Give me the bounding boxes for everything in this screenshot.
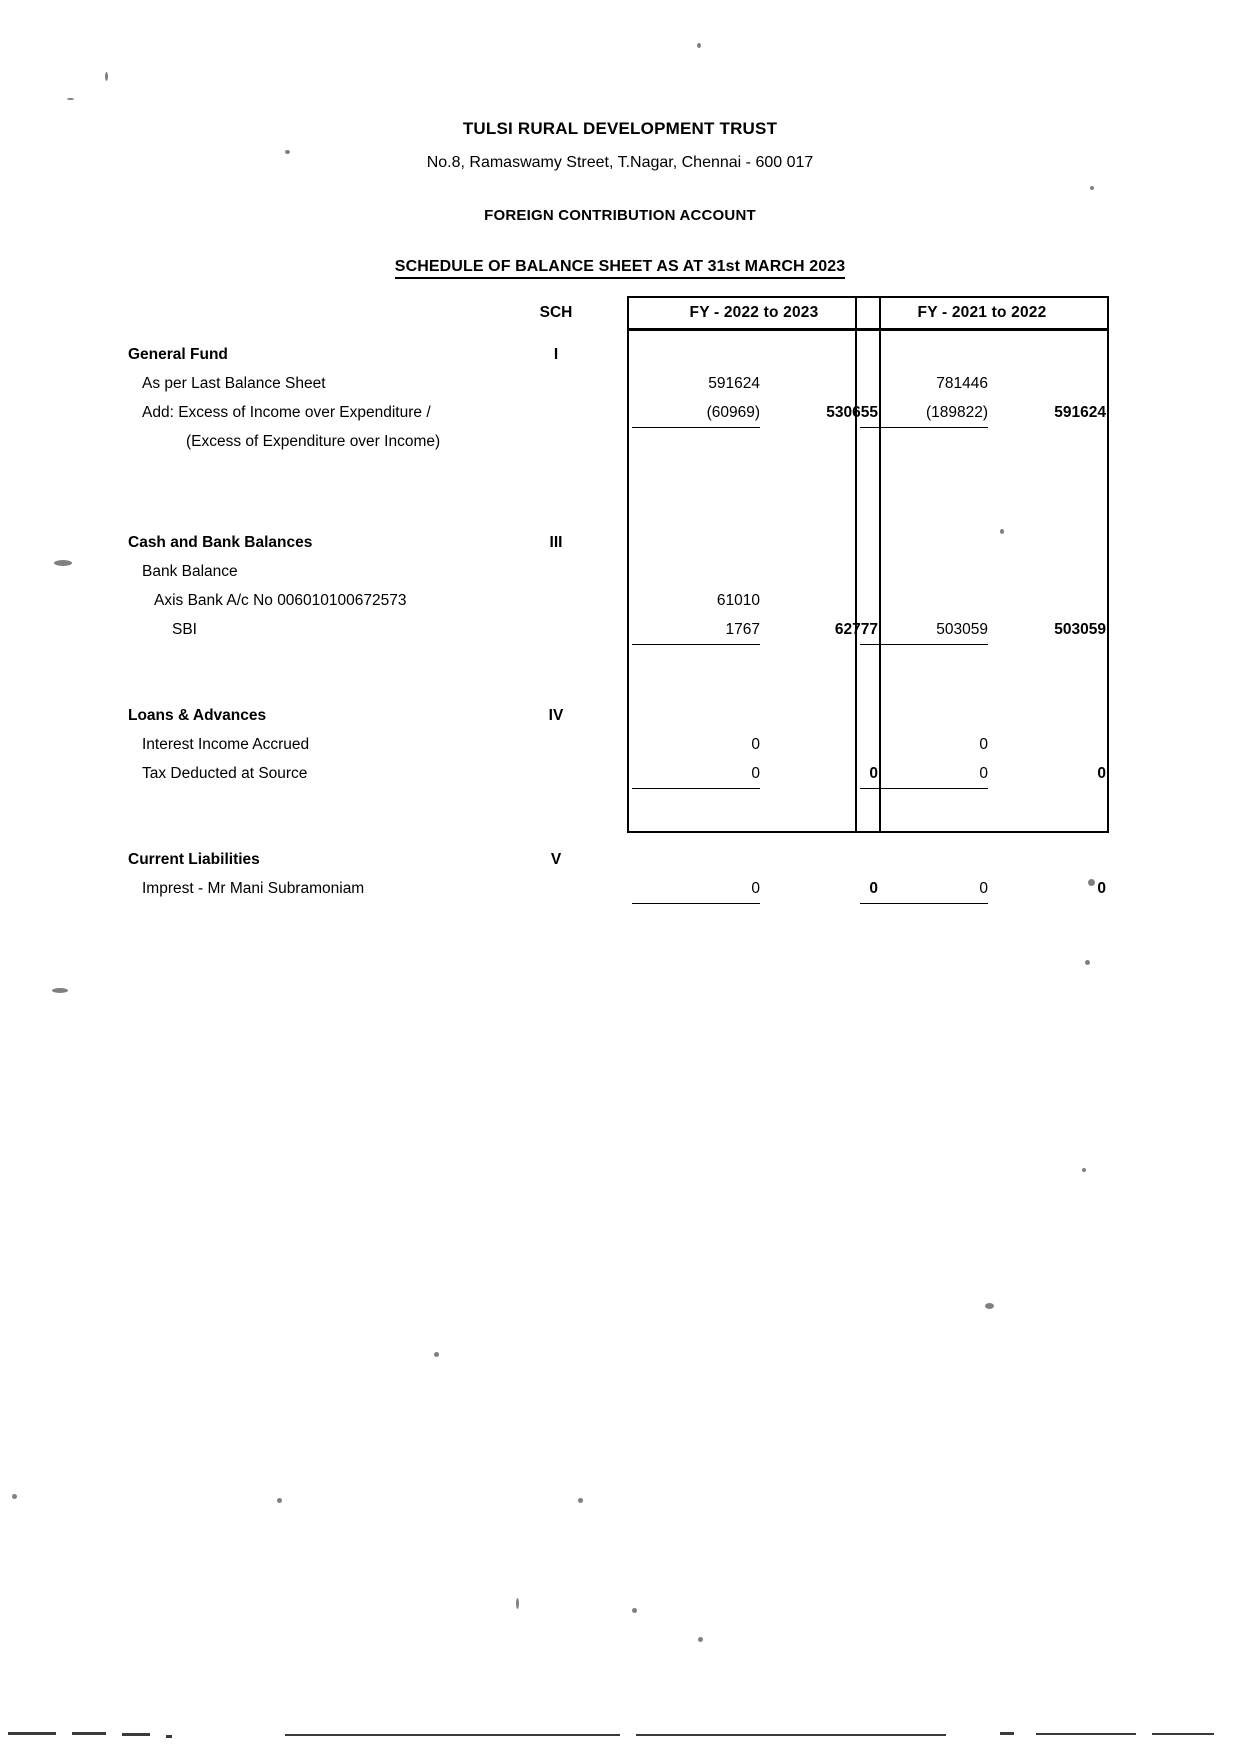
row-label: Imprest - Mr Mani Subramoniam	[142, 880, 365, 897]
account-type-heading: FOREIGN CONTRIBUTION ACCOUNT	[484, 207, 756, 224]
row-label: As per Last Balance Sheet	[142, 375, 326, 392]
row-label: Interest Income Accrued	[142, 736, 310, 753]
section-heading-row	[128, 340, 1158, 369]
row-amount-current-total: 0	[869, 880, 878, 897]
section-sch-loans-and-advances: IV	[548, 707, 564, 724]
row-amount-previous-sub: (189822)	[860, 398, 988, 428]
row-amount-current-sub: 0	[751, 736, 760, 753]
row-amount-previous-total: 0	[1097, 880, 1106, 897]
organization-name: TULSI RURAL DEVELOPMENT TRUST	[462, 119, 778, 138]
section-heading-cash-and-bank-balances: Cash and Bank Balances	[128, 534, 313, 551]
row-amount-current-total: 62777	[834, 621, 878, 638]
scan-edge-marks	[0, 1724, 1240, 1744]
row-label: (Excess of Expenditure over Income)	[186, 433, 441, 450]
row-label: Bank Balance	[142, 563, 238, 580]
row-amount-current-sub: 61010	[716, 592, 760, 609]
row-amount-previous-total: 591624	[1054, 404, 1106, 421]
table-row	[128, 874, 1158, 903]
scan-speckle	[1082, 1168, 1086, 1172]
section-sch-general-fund: I	[553, 346, 559, 363]
row-amount-current-total: 530655	[826, 404, 878, 421]
section-sch-cash-and-bank-balances: III	[549, 534, 563, 551]
scan-speckle	[698, 1637, 703, 1642]
table-row	[128, 369, 1158, 398]
scan-speckle	[52, 988, 68, 993]
table-row	[128, 759, 1158, 788]
scan-speckle	[277, 1498, 282, 1503]
column-header-previous: FY - 2021 to 2022	[917, 304, 1047, 321]
scan-speckle	[697, 43, 701, 48]
row-amount-previous-total: 503059	[1054, 621, 1106, 638]
section-heading-loans-and-advances: Loans & Advances	[128, 707, 267, 724]
row-amount-current-total: 0	[869, 765, 878, 782]
column-header-current: FY - 2022 to 2023	[689, 304, 819, 321]
section-heading-row	[128, 701, 1158, 730]
row-amount-current-sub: 0	[632, 874, 760, 904]
scan-speckle	[578, 1498, 583, 1503]
row-label: SBI	[172, 621, 197, 638]
sch-column-header: SCH	[539, 304, 573, 321]
table-row	[128, 398, 1158, 427]
scan-speckle	[54, 560, 72, 566]
scan-speckle	[516, 1598, 519, 1609]
row-amount-current-sub: 0	[632, 759, 760, 789]
row-amount-current-sub: 591624	[708, 375, 760, 392]
column-header-box-previous	[855, 296, 1109, 330]
section-sch-current-liabilities: V	[550, 851, 562, 868]
row-label: Axis Bank A/c No 006010100672573	[154, 592, 407, 609]
scan-speckle	[1000, 529, 1004, 534]
row-label: Add: Excess of Income over Expenditure /	[142, 404, 431, 421]
schedule-title	[0, 258, 1240, 276]
scan-speckle	[12, 1494, 17, 1499]
scan-speckle	[1090, 186, 1094, 190]
scan-speckle	[67, 98, 74, 100]
schedule-title-text: SCHEDULE OF BALANCE SHEET AS AT 31st MARCH 2023	[395, 258, 845, 279]
table-row	[128, 730, 1158, 759]
row-amount-previous-sub: 503059	[860, 615, 988, 645]
scan-speckle	[1088, 879, 1095, 886]
table-row	[128, 557, 1158, 586]
table-row	[128, 427, 1158, 456]
column-header-box-current	[627, 296, 881, 330]
scan-speckle	[985, 1303, 994, 1309]
table-row	[128, 586, 1158, 615]
scan-speckle	[105, 72, 108, 81]
row-amount-previous-total: 0	[1097, 765, 1106, 782]
scan-speckle	[1085, 960, 1090, 965]
row-amount-current-sub: 1767	[632, 615, 760, 645]
row-amount-previous-sub: 0	[860, 874, 988, 904]
schedule-table	[128, 296, 1158, 903]
section-heading-row	[128, 845, 1158, 874]
section-heading-current-liabilities: Current Liabilities	[128, 851, 260, 868]
table-row	[128, 615, 1158, 644]
row-amount-previous-sub: 0	[860, 759, 988, 789]
scan-speckle	[285, 150, 290, 154]
section-heading-general-fund: General Fund	[128, 346, 228, 363]
scan-speckle	[434, 1352, 439, 1357]
row-amount-previous-sub: 0	[979, 736, 988, 753]
organization-address: No.8, Ramaswamy Street, T.Nagar, Chennai - 600 017	[426, 154, 814, 171]
row-amount-current-sub: (60969)	[632, 398, 760, 428]
document-header	[0, 118, 1240, 276]
scan-speckle	[632, 1608, 637, 1613]
row-label: Tax Deducted at Source	[142, 765, 308, 782]
row-amount-previous-sub: 781446	[936, 375, 988, 392]
